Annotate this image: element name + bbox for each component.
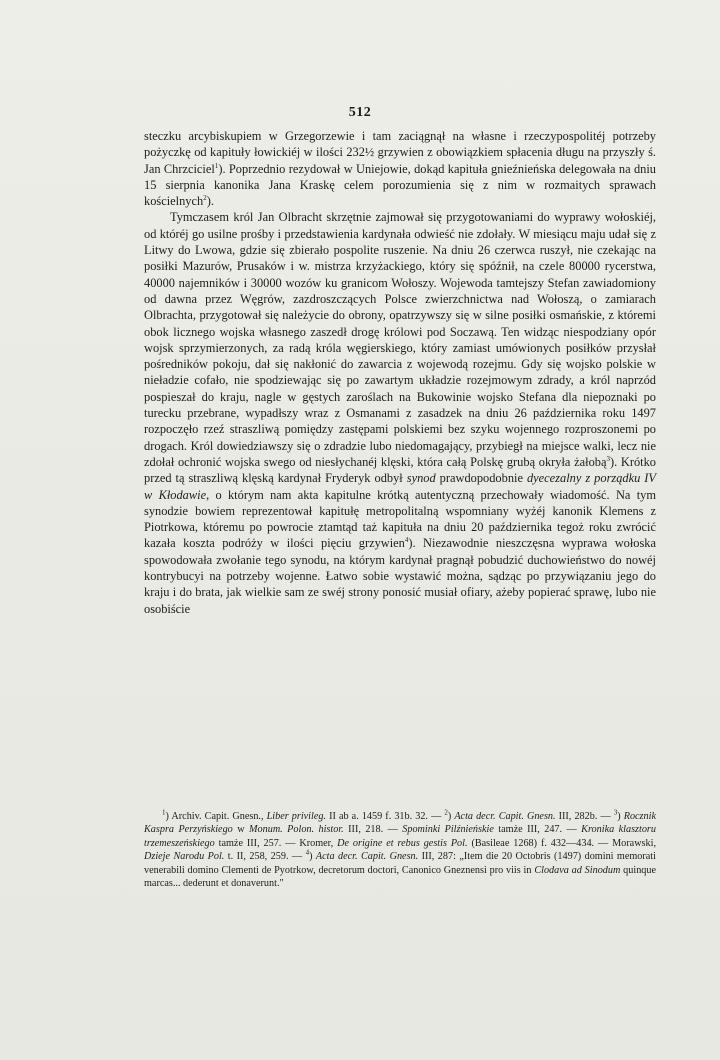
footnote-block: [144, 810, 656, 890]
footnotes: [144, 810, 656, 890]
italic-text: Spominki Pilźnieńskie: [402, 824, 494, 836]
page-number: 512: [348, 105, 372, 120]
footnote-ref: 3: [613, 808, 618, 817]
italic-text: Monum. Polon. histor.: [249, 824, 344, 836]
text-run: tamże III, 247. —: [493, 824, 582, 836]
italic-text: Rocznik Kaspra Perzyńskiego: [144, 811, 656, 836]
text-run: quinque marcas... dederunt et donaverunt.": [144, 864, 656, 890]
text-run: ). Poprzednio rezydował w Uniejowie, dokąd kapituła gnieźnieńska delegowała na dniu 15 sierpnia kanonika Jana Kraskę celem porozumienia się z nim w rozmaitych sprawach kościelnych: [144, 161, 656, 209]
text-run: o którym nam akta kapitulne krótką autentyczną przechowały wiadomość. Na tym synodzie bowiem reprezentował kapitułę metropolitalną wspomniany wyżéj kanonik Klemens z Piotrkowa, któremu po powrocie ztamtąd taż kapituła na dniu 20 października tegoż roku zwrócić kazała koszta podróży w ilości pięciu grzywien: [144, 487, 656, 551]
text-run: (Basileae 1268) f. 432—434. — Morawski,: [467, 837, 656, 849]
text-run: II ab a. 1459 f. 31b. 32. —: [326, 811, 445, 822]
paragraph-1: [144, 128, 656, 209]
text-run: ). Krótko przed tą straszliwą klęską kardynał Fryderyk odbył: [144, 454, 656, 486]
italic-text: De origine et rebus gestis Pol.: [337, 837, 468, 849]
text-run: III, 287: „Item die 20 Octobris (1497) domini memorati venerabili domino Clementi de Pyotrkow, decretorum doctori, Canonico Gneznensi pro viis in: [144, 851, 656, 876]
text-run: t. II, 258, 259. —: [224, 851, 306, 863]
footnote-ref: 1: [162, 808, 166, 817]
text-run: tamże III, 257. — Kromer,: [214, 837, 338, 849]
text-run: ). Niezawodnie nieszczęsna wyprawa wołoska spowodowała zwołanie tego synodu, na którym kardynał pragnął pobudzić duchowieństwo do nowéj kontrybucyi na potrzeby wojenne. Łatwo sobie wystawić można, sądząc po przywiązaniu jego do kraju i do brata, jak wielkie sam ze swéj strony ponosić musiał ofiary, ażeby popierać sprawę, lubo nie osobiście: [144, 536, 656, 616]
footnote-ref: 2: [444, 808, 448, 817]
text-run: III, 282b. —: [555, 811, 614, 822]
body-text: [144, 128, 656, 617]
footnote-ref: 4: [404, 536, 409, 545]
text-run: ) Archiv. Capit. Gnesn.,: [165, 811, 267, 822]
footnote-ref: 1: [214, 161, 219, 170]
text-run: w: [232, 824, 250, 836]
text-run: ): [617, 811, 624, 822]
italic-text: Acta decr. Capit. Gnesn.: [315, 851, 419, 863]
italic-text: Liber privileg.: [266, 811, 327, 822]
text-run: Tymczasem król Jan Olbracht skrzętnie zajmował się przygotowaniami do wyprawy wołoskiéj, od któréj go usilne prośby i przedstawienia kardynała odwieść nie zdołały. W miesiącu maju udał się z Litwy do Lwowa, gdzie się zbierało pospolite ruszenie. Na dniu 26 czerwca ruszył, nie czekając na posiłki Mazurów, Prusaków i w. mistrza krzyżackiego, który się spóźnił, na czele 80000 rycerstwa, 40000 najemników i 30000 wozów ku granicom Wołoszy. Wojewoda tamtejszy Stefan zawiadomiony od dawna przez Węgrów, zazdroszczących Polsce zwierzchnictwa nad Wołoszą, o zamiarach Olbrachta, przygotował się należycie do obrony, opatrzywszy się w silne posiłki osmańskie, z któremi obok licznego wojska własnego zaszedł drogę królowi pod Soczawą. Ten widząc niespodziany opór wojsk sprzymierzonych, za radą króla węgierskiego, który zamiast umówionych posiłków przysłał pośredników pokoju, dał się nakłonić do zawarcia z wojewodą rozejmu. Gdy się wojsko polskie w nieładzie cofało, nie spodziewając się po zawartym układzie rozejmowym zdrady, a król naprzód pospieszał do kraju, nagle w gęstych zaroślach na Bukowinie wojsko Stefana dla niepoznaki po turecku przebrane, wypadłszy wraz z Osmanami z zasadzek na dniu 26 października roku 1497 rozpoczęło rzeź straszliwą pomiędzy zastępami polskiemi bez szyku wojennego rozproszonemi po drogach. Król dowiedziawszy się o zdradzie lubo niedomagający, przybiegł na miejsce walki, lecz nie zdołał ochronić wojska swego od niesłychanéj klęski, która całą Polskę grubą okryła żałobą: [144, 210, 656, 469]
italic-text: Acta decr. Capit. Gnesn.: [454, 811, 556, 822]
italic-text: synod: [406, 471, 436, 486]
text-run: ): [309, 851, 316, 863]
footnote-ref: 4: [305, 848, 310, 857]
text-run: steczku arcybiskupiem w Grzegorzewie i tam zaciągnął na własne i rzeczypospolitéj potrzeby pożyczkę od kapituły łowickiéj w ilości 232½ grzywien z obowiązkiem spłacenia długu na przyszły ś. Jan Chrzciciel: [144, 129, 656, 176]
italic-text: Clodava ad Sinodum: [534, 864, 621, 876]
italic-text: Dzieje Narodu Pol.: [144, 851, 225, 863]
paragraph-2: [144, 209, 656, 616]
text-run: prawdopodobnie: [435, 471, 527, 486]
italic-text: dyecezalny z porządku IV w Kłodawie,: [144, 471, 657, 502]
footnote-ref: 3: [606, 454, 610, 463]
text-run: III, 218. —: [343, 824, 403, 836]
italic-text: Kronika klasztoru trzemeszeńskiego: [144, 824, 656, 849]
text-run: ).: [206, 194, 214, 209]
text-run: ): [447, 811, 455, 822]
footnote-ref: 2: [203, 194, 207, 203]
